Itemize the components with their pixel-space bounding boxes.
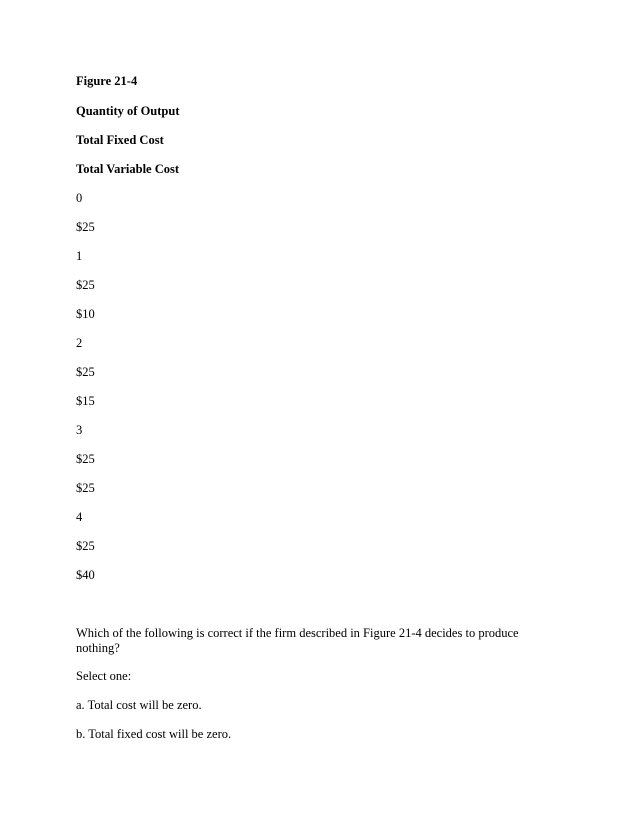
question-text: Which of the following is correct if the firm described in Figure 21-4 decides to produce nothing? [76,626,519,655]
table-cell: $25 [76,452,95,466]
column-header-variable-cost: Total Variable Cost [76,162,180,176]
column-header-fixed-cost: Total Fixed Cost [76,133,164,147]
table-cell: $25 [76,365,95,379]
table-cell: 1 [76,249,83,263]
table-cell: $25 [76,481,95,495]
answer-option-b[interactable]: b. Total fixed cost will be zero. [76,727,232,741]
table-cell: $25 [76,278,95,292]
table-cell: $25 [76,220,95,234]
table-cell: $10 [76,307,95,321]
table-cell: 3 [76,423,83,437]
table-cell: $15 [76,394,95,408]
table-cell: $40 [76,568,95,582]
select-prompt: Select one: [76,669,132,683]
table-cell: 2 [76,336,83,350]
table-cell: $25 [76,539,95,553]
table-cell: 4 [76,510,83,524]
column-header-quantity: Quantity of Output [76,104,180,118]
figure-title: Figure 21-4 [76,74,138,88]
answer-option-a[interactable]: a. Total cost will be zero. [76,698,202,712]
table-cell: 0 [76,191,83,205]
